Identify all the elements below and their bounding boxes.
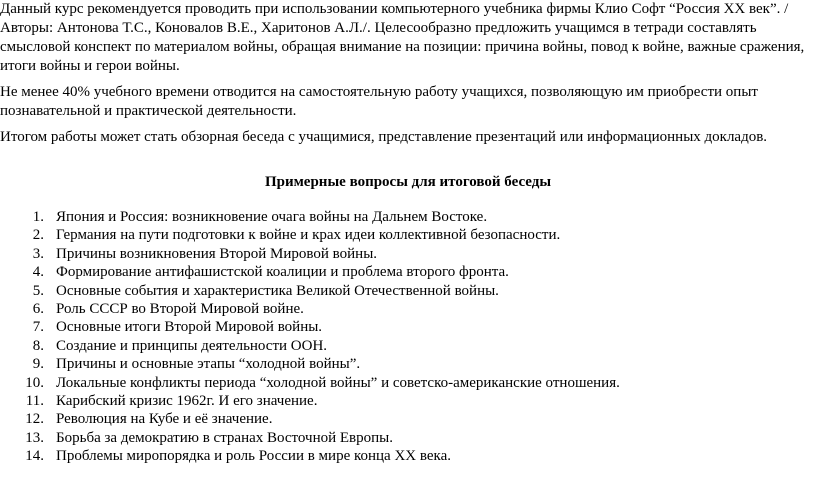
question-text: Борьба за демократию в странах Восточной Европы. xyxy=(56,429,393,446)
question-text: Основные итоги Второй Мировой войны. xyxy=(56,319,323,336)
question-text: Основные события и характеристика Великой Отечественной войны. xyxy=(56,282,499,299)
question-number: 3. xyxy=(32,245,44,262)
question-text: Роль СССР во Второй Мировой войне. xyxy=(56,300,304,317)
question-number: 8. xyxy=(32,337,44,354)
question-number: 4. xyxy=(32,264,44,281)
question-text: Карибский кризис 1962г. И его значение. xyxy=(56,392,318,409)
question-number: 9. xyxy=(32,356,44,373)
question-text: Формирование антифашистской коалиции и проблема второго фронта. xyxy=(56,264,509,281)
question-text: Причины возникновения Второй Мировой войны. xyxy=(56,245,378,262)
question-text: Революция на Кубе и её значение. xyxy=(56,411,273,428)
question-number: 10. xyxy=(25,374,44,391)
question-number: 6. xyxy=(32,300,44,317)
question-text: Локальные конфликты периода “холодной войны” и советско-американские отношения. xyxy=(56,374,620,391)
question-number: 7. xyxy=(32,319,44,336)
question-number: 14. xyxy=(25,448,44,465)
question-text: Япония и Россия: возникновение очага войны на Дальнем Востоке. xyxy=(56,209,488,225)
question-number: 2. xyxy=(32,227,44,244)
question-number: 12. xyxy=(25,411,44,428)
question-text: Проблемы миропорядка и роль России в мире конца ХХ века. xyxy=(56,448,452,465)
question-text: Германия на пути подготовки к войне и крах идеи коллективной безопасности. xyxy=(56,227,561,244)
question-text: Создание и принципы деятельности ООН. xyxy=(56,337,328,354)
paragraph-final-result: Итогом работы может стать обзорная беседа с учащимися, представление презентаций или информационных докладов. xyxy=(0,129,768,145)
question-text: Причины и основные этапы “холодной войны”. xyxy=(56,356,361,373)
question-number: 5. xyxy=(32,282,44,299)
question-number: 1. xyxy=(32,209,44,225)
question-number: 11. xyxy=(25,392,44,409)
paragraph-independent-work: Не менее 40% учебного времени отводится на самостоятельную работу учащихся, позволяющую им приобрести опыт познавательной и практической деятельности. xyxy=(0,84,758,119)
question-number: 13. xyxy=(25,429,44,446)
questions-heading: Примерные вопросы для итоговой беседы xyxy=(264,174,552,190)
paragraph-course-recommendation: Данный курс рекомендуется проводить при использовании компьютерного учебника фирмы Клио Софт “Россия ХХ век”. /Авторы: Антонова Т.С., Коновалов В.Е., Харитонов А.Л./. Целесообразно предложить учащимся в тетради составлять смысловой конспект по материалом войны, обращая внимание на позиции: причина войны, повод к войне, важные сражения, итоги войны и герои войны. xyxy=(0,1,805,74)
